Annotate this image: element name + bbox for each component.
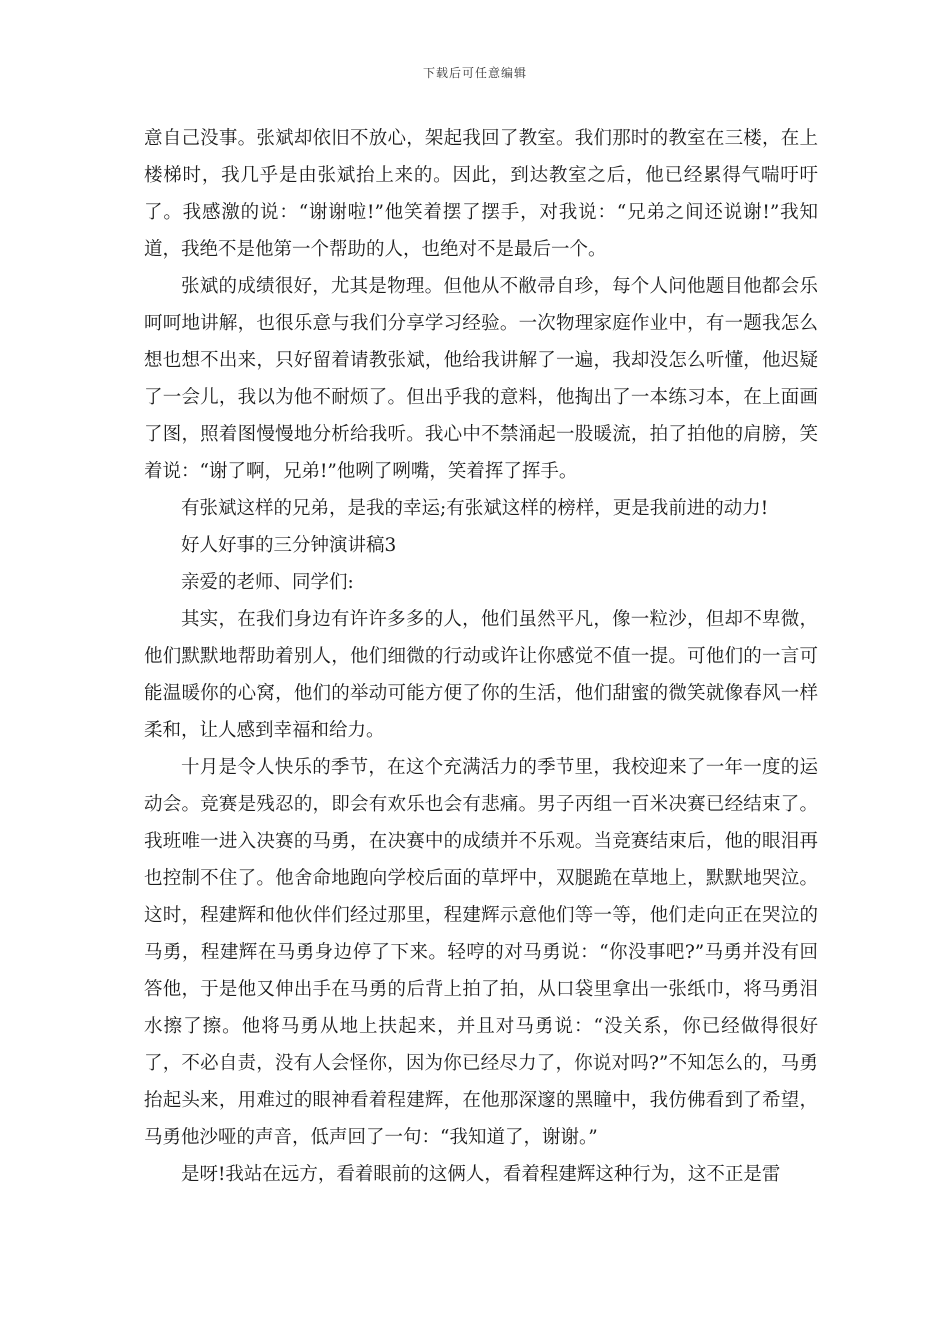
paragraph-3: 有张斌这样的兄弟，是我的幸运;有张斌这样的榜样，更是我前进的动力! <box>181 498 769 519</box>
paragraph-7: 十月是令人快乐的季节，在这个充满活力的季节里，我校迎来了一年一度的运动会。竞赛是残忍的，即会有欢乐也会有悲痛。男子丙组一百米决赛已经结束了。我班唯一进入决赛的马勇，在决赛中的成绩并不乐观。当竞赛结束后，他的眼泪再也控制不住了。他舍命地跑向学校后面的草坪中，双腿跪在草地上，默默地哭泣。这时，程建辉和他伙伴们经过那里，程建辉示意他们等一等，他们走向正在哭泣的马勇，程建辉在马勇身边停了下来。轻哼的对马勇说：“你没事吧?”马勇并没有回答他，于是他又伸出手在马勇的后背上拍了拍，从口袋里拿出一张纸巾，将马勇泪水擦了擦。他将马勇从地上扶起来，并且对马勇说：“没关系，你已经做得很好了，不必自责，没有人会怪你，因为你已经尽力了，你说对吗?”不知怎么的，马勇抬起头来，用难过的眼神看着程建辉，在他那深邃的黑瞳中，我仿佛看到了希望，马勇他沙哑的声音，低声回了一句：“我知道了，谢谢。” <box>144 757 818 1148</box>
paragraph-1: 意自己没事。张斌却依旧不放心，架起我回了教室。我们那时的教室在三楼，在上楼梯时，我几乎是由张斌抬上来的。因此，到达教室之后，他已经累得气喘吁吁了。我感激的说：“谢谢啦!”他笑着摆了摆手，对我说：“兄弟之间还说谢!”我知道，我绝不是他第一个帮助的人，也绝对不是最后一个。 <box>144 128 818 260</box>
salutation: 亲爱的老师、同学们: <box>181 572 354 593</box>
paragraph-2: 张斌的成绩很好，尤其是物理。但他从不敝帚自珍，每个人问他题目他都会乐呵呵地讲解，也很乐意与我们分享学习经验。一次物理家庭作业中，有一题我怎么想也想不出来，只好留着请教张斌，他给我讲解了一遍，我却没怎么听懂，他迟疑了一会儿，我以为他不耐烦了。但出乎我的意料，他掏出了一本练习本，在上面画了图，照着图慢慢地分析给我听。我心中不禁涌起一股暖流，拍了拍他的肩膀，笑着说：“谢了啊，兄弟!”他咧了咧嘴，笑着挥了挥手。 <box>144 276 818 482</box>
document-body <box>144 120 818 1193</box>
section-title: 好人好事的三分钟演讲稿3 <box>181 535 397 556</box>
paragraph-8: 是呀!我站在远方，看着眼前的这俩人，看着程建辉这种行为，这不正是雷 <box>181 1164 781 1185</box>
page-header: 下载后可任意编辑 <box>422 66 527 80</box>
paragraph-6: 其实，在我们身边有许许多多的人，他们虽然平凡，像一粒沙，但却不卑微，他们默默地帮助着别人，他们细微的行动或许让你感觉不值一提。可他们的一言可能温暖你的心窝，他们的举动可能方便了你的生活，他们甜蜜的微笑就像春风一样柔和，让人感到幸福和给力。 <box>144 609 818 741</box>
